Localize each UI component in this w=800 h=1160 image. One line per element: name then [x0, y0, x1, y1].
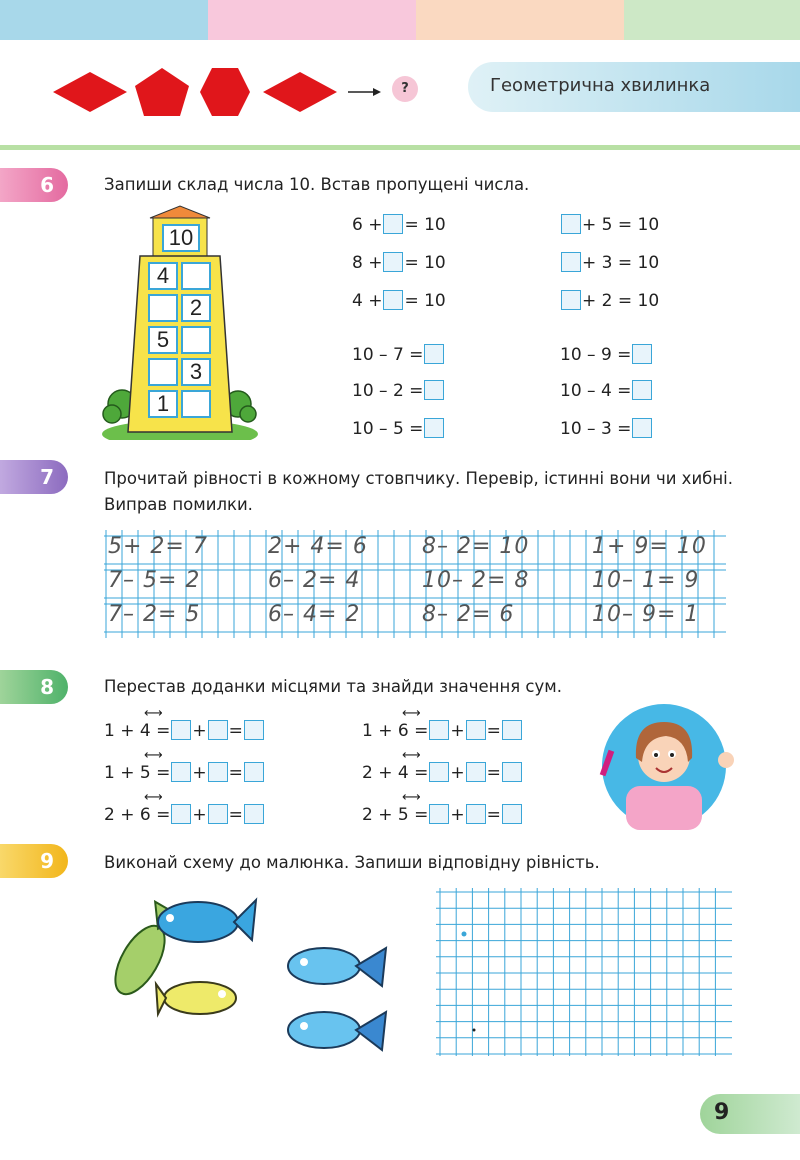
shape-sequence — [48, 60, 418, 120]
swap-arrow-icon: ⟷ — [144, 706, 163, 721]
color-strip-green — [624, 0, 800, 40]
grid-dot — [462, 932, 467, 937]
pentagon-shape — [135, 68, 189, 116]
fish-illustration — [100, 890, 400, 1060]
swap-equation: ⟷ 2 + 5 = + = — [362, 804, 523, 825]
grid-dot — [473, 1029, 476, 1032]
tower-cell: 5 — [148, 326, 178, 354]
answer-box[interactable] — [502, 804, 522, 824]
tower-cell — [181, 390, 211, 418]
handwritten-equation: 10– 2= 8 — [422, 568, 530, 593]
answer-box[interactable] — [244, 804, 264, 824]
task-9-grid — [436, 888, 732, 1058]
swap-arrow-icon: ⟷ — [402, 706, 421, 721]
answer-box[interactable] — [502, 762, 522, 782]
fish-blue — [158, 900, 256, 942]
rhombus-shape — [263, 72, 337, 112]
task-8-text: Перестав доданки місцями та знайди значення сум. — [104, 677, 562, 696]
color-strip-blue — [0, 0, 208, 40]
section-title-text: Геометрична хвилинка — [490, 75, 711, 96]
handwritten-equation: 6– 2= 4 — [268, 568, 361, 593]
question-badge: ? — [392, 76, 418, 102]
arrow-right-icon — [373, 88, 381, 96]
swap-arrow-icon: ⟷ — [402, 790, 421, 805]
tower-cell: 4 — [148, 262, 178, 290]
tower-cell — [181, 326, 211, 354]
answer-box[interactable] — [561, 252, 581, 272]
answer-box[interactable] — [424, 380, 444, 400]
swap-equation: ⟷ 2 + 6 = + = — [104, 804, 265, 825]
task-7-text: Прочитай рівності в кожному стовпчику. Перевір, істинні вони чи хибні. Виправ помилки. — [104, 469, 733, 514]
swap-equation: ⟷ 1 + 5 = + = — [104, 762, 265, 783]
tower-top-value: 10 — [168, 225, 194, 250]
answer-box[interactable] — [424, 418, 444, 438]
swap-equation: ⟷ 1 + 6 = + = — [362, 720, 523, 741]
task-number-6: 6 — [0, 168, 68, 202]
task-number-9: 9 — [0, 844, 68, 878]
handwritten-equation: 2+ 4= 6 — [268, 534, 368, 559]
section-title — [468, 62, 800, 112]
answer-box[interactable] — [632, 418, 652, 438]
task-9-text: Виконай схему до малюнка. Запиши відповідну рівність. — [104, 853, 600, 872]
tower-top-cell — [162, 224, 200, 252]
answer-box[interactable] — [171, 720, 191, 740]
page-number-badge — [700, 1094, 800, 1134]
handwritten-equation: 10– 1= 9 — [592, 568, 700, 593]
answer-box[interactable] — [429, 804, 449, 824]
handwritten-equation: 8– 2= 10 — [422, 534, 530, 559]
equation: 10 – 4 = — [560, 380, 653, 401]
swap-arrow-icon: ⟷ — [402, 748, 421, 763]
equation: 4 + = 10 — [352, 291, 446, 311]
equation: 6 + = 10 — [352, 215, 446, 235]
swap-arrow-icon: ⟷ — [144, 790, 163, 805]
handwritten-equation: 5+ 2= 7 — [108, 534, 208, 559]
tower-cell: 2 — [181, 294, 211, 322]
answer-box[interactable] — [502, 720, 522, 740]
answer-box[interactable] — [208, 762, 228, 782]
handwritten-equation: 7– 5= 2 — [108, 568, 201, 593]
color-strip-peach — [416, 0, 624, 40]
handwritten-equation: 1+ 9= 10 — [592, 534, 707, 559]
answer-box[interactable] — [466, 762, 486, 782]
tower-cell — [148, 358, 178, 386]
handwritten-equation: 7– 2= 5 — [108, 602, 201, 627]
answer-box[interactable] — [466, 720, 486, 740]
answer-box[interactable] — [208, 804, 228, 824]
answer-box[interactable] — [632, 344, 652, 364]
tower-cell — [181, 262, 211, 290]
equation: + 3 = 10 — [560, 252, 659, 273]
answer-box[interactable] — [383, 252, 403, 272]
equation: 10 – 3 = — [560, 418, 653, 439]
equation: 10 – 2 = — [352, 380, 445, 401]
swap-equation: ⟷ 2 + 4 = + = — [362, 762, 523, 783]
fish-yellow — [156, 982, 236, 1014]
equation: + 2 = 10 — [560, 290, 659, 311]
answer-box[interactable] — [561, 214, 581, 234]
handwritten-equation: 6– 4= 2 — [268, 602, 361, 627]
equation: + 5 = 10 — [560, 214, 659, 235]
answer-box[interactable] — [429, 762, 449, 782]
answer-box[interactable] — [424, 344, 444, 364]
answer-box[interactable] — [171, 804, 191, 824]
answer-box[interactable] — [429, 720, 449, 740]
answer-box[interactable] — [383, 214, 403, 234]
page-number: 9 — [714, 1100, 730, 1125]
swap-equation: ⟷ 1 + 4 = + = — [104, 720, 265, 741]
answer-box[interactable] — [171, 762, 191, 782]
header-divider — [0, 145, 800, 150]
equation: 10 – 7 = — [352, 344, 445, 365]
answer-box[interactable] — [632, 380, 652, 400]
task-6-text: Запиши склад числа 10. Встав пропущені числа. — [104, 175, 530, 194]
fish-blue — [288, 948, 386, 986]
girl-illustration — [596, 700, 746, 830]
task-number-8: 8 — [0, 670, 68, 704]
handwritten-equation: 8– 2= 6 — [422, 602, 515, 627]
tower-cell: 1 — [148, 390, 178, 418]
equation: 8 + = 10 — [352, 253, 446, 273]
tower-cell: 3 — [181, 358, 211, 386]
color-strip-pink — [208, 0, 416, 40]
rhombus-shape — [53, 72, 127, 112]
equation: 10 – 5 = — [352, 418, 445, 439]
handwritten-equation: 10– 9= 1 — [592, 602, 700, 627]
answer-box[interactable] — [208, 720, 228, 740]
tower-cell — [148, 294, 178, 322]
task-number-7: 7 — [0, 460, 68, 494]
equation: 10 – 9 = — [560, 344, 653, 365]
hexagon-shape — [200, 68, 250, 116]
fish-blue — [288, 1012, 386, 1050]
answer-box[interactable] — [561, 290, 581, 310]
answer-box[interactable] — [244, 720, 264, 740]
swap-arrow-icon: ⟷ — [144, 748, 163, 763]
answer-box[interactable] — [466, 804, 486, 824]
answer-box[interactable] — [244, 762, 264, 782]
answer-box[interactable] — [383, 290, 403, 310]
